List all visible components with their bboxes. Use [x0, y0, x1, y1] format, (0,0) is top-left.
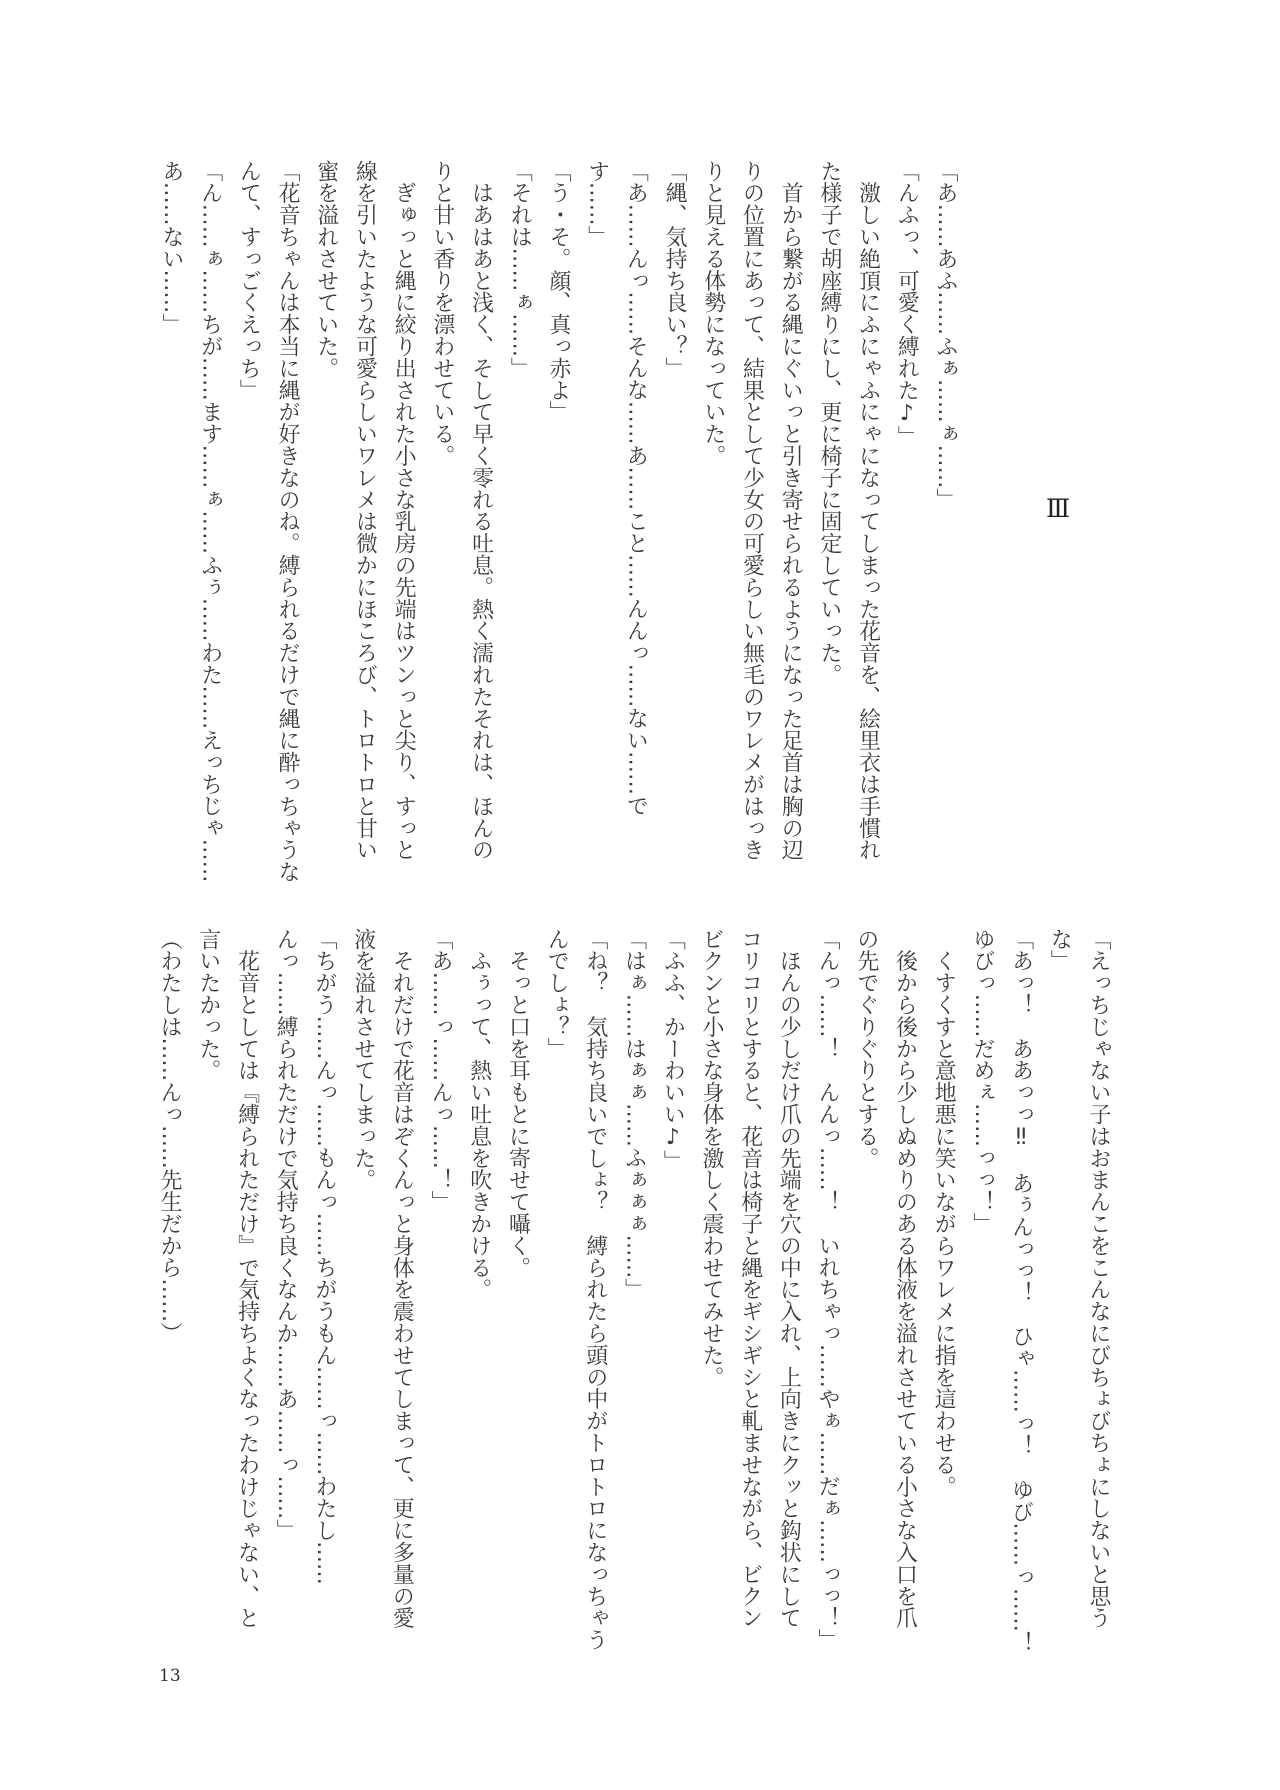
text-column: 「んっ……！ んんっ……！ いれちゃっ……やぁ……だぁ……っっ！」	[815, 928, 841, 1651]
text-column: 「縄、気持ち良い？」	[662, 160, 688, 379]
text-column: の先でぐりぐりとする。	[853, 928, 879, 1169]
text-column: 「う・そ。顔、真っ赤よ」	[545, 160, 571, 423]
text-column: 「花音ちゃんは本当に縄が好きなのね。縛られるだけで縄に酔っちゃうな	[275, 160, 301, 883]
text-column: 「えっちじゃない子はおまんこをこんなにびちょびちょにしないと思う	[1086, 928, 1111, 1629]
text-column: ふぅって、熱い吐息を吹きかける。	[466, 928, 492, 1301]
text-column: 「ふふ、かーわいい♪」	[660, 928, 686, 1172]
page-number: 13	[159, 1666, 181, 1686]
text-column: それだけで花音はぞくんっと身体を震わせてしまって、更に多量の愛	[389, 928, 415, 1629]
text-column: そっと口を耳もとに寄せて囁く。	[505, 928, 531, 1279]
text-column: ゆびっ……だめぇ……っっ！」	[969, 928, 995, 1235]
text-column: 蜜を溢れさせていた。	[313, 160, 339, 379]
text-column: くすくすと意地悪に笑いながらワレメに指を這わせる。	[931, 928, 957, 1498]
text-column: （わたしは……んっ……先生だから……）	[157, 928, 183, 1345]
text-column: 「ね？ 気持ち良いでしょ？ 縛られたら頭の中がトロトロになっちゃう	[582, 928, 608, 1651]
text-column: 線を引いたような可愛らしいワレメは微かにほころび、トロトロと甘い	[352, 160, 378, 861]
text-column: んて、すっごくえっち」	[236, 160, 262, 401]
text-column: コリコリとすると、花音は椅子と縄をギシギシと軋ませながら、ビクン	[737, 928, 763, 1629]
text-column: 「んふっ、可愛く縛れた♪」	[894, 160, 920, 448]
text-column: 「あっ！ ああっっ‼ あぅんっっ！ ひゃ……っ！ ゆび……っ……！	[1008, 928, 1034, 1654]
text-column: 花音としては『縛られただけ』で気持ちよくなったわけじゃない、と	[234, 928, 260, 1629]
text-column: 「あ……っ……んっ……！」	[428, 928, 454, 1213]
text-column: 「あ……んっ……そんな……あ……こと……んんっ……ない……で	[623, 160, 649, 817]
chapter-heading: Ⅲ	[1046, 494, 1071, 523]
text-column: んっ……縛られただけで気持ち良くなんか……あ……っ……」	[273, 928, 299, 1542]
text-column: 言いたかった。	[195, 928, 221, 1082]
text-column: りの位置にあって、結果として少女の可愛らしい無毛のワレメがはっき	[739, 160, 765, 861]
text-column: 「それは……ぁ……」	[507, 160, 533, 379]
text-column: はあはあと浅く、そして早く零れる吐息。熱く濡れたそれは、ほんの	[468, 160, 494, 861]
text-column: 首から繋がる縄にぐいっと引き寄せられるようになった足首は胸の辺	[778, 160, 804, 861]
text-column: 「ちがう……んっ……もんっ……ちがうもん……っ……わたし……	[311, 928, 337, 1585]
text-column: りと甘い香りを漂わせている。	[429, 160, 455, 467]
text-column: 後から後から少しぬめりのある体液を溢れさせている小さな入口を爪	[892, 928, 918, 1629]
text-column: 液を溢れさせてしまった。	[350, 928, 376, 1191]
upper-text-block	[151, 160, 964, 883]
text-column: ほんの少しだけ爪の先端を穴の中に入れ、上向きにクッと鈎状にして	[776, 928, 802, 1629]
text-column: す……」	[584, 160, 610, 248]
text-column: ビクンと小さな身体を激しく震わせてみせた。	[698, 928, 724, 1388]
text-column: 激しい絶頂にふにゃふにゃになってしまった花音を、絵里衣は手慣れ	[855, 160, 881, 861]
text-column: な」	[1047, 928, 1073, 972]
text-column: ぎゅっと縄に絞り出された小さな乳房の先端はツンっと尖り、すっと	[391, 160, 417, 861]
text-column: あ……ない……」	[158, 160, 184, 336]
text-column: んでしょ？」	[544, 928, 570, 1060]
text-column: た様子で胡座縛りにし、更に椅子に固定していった。	[816, 160, 842, 686]
text-column: 「はぁ……はぁぁ……ふぁぁぁ……」	[621, 928, 647, 1301]
text-column: 「ん……ぁ……ちが……ます……ぁ……ふぅ……わた……えっちじゃ……	[197, 160, 223, 883]
lower-text-block	[149, 928, 1117, 1654]
text-column: 「あ……あふ……ふぁ……ぁ……」	[933, 160, 958, 511]
text-column: りと見える体勢になっていた。	[700, 160, 726, 467]
